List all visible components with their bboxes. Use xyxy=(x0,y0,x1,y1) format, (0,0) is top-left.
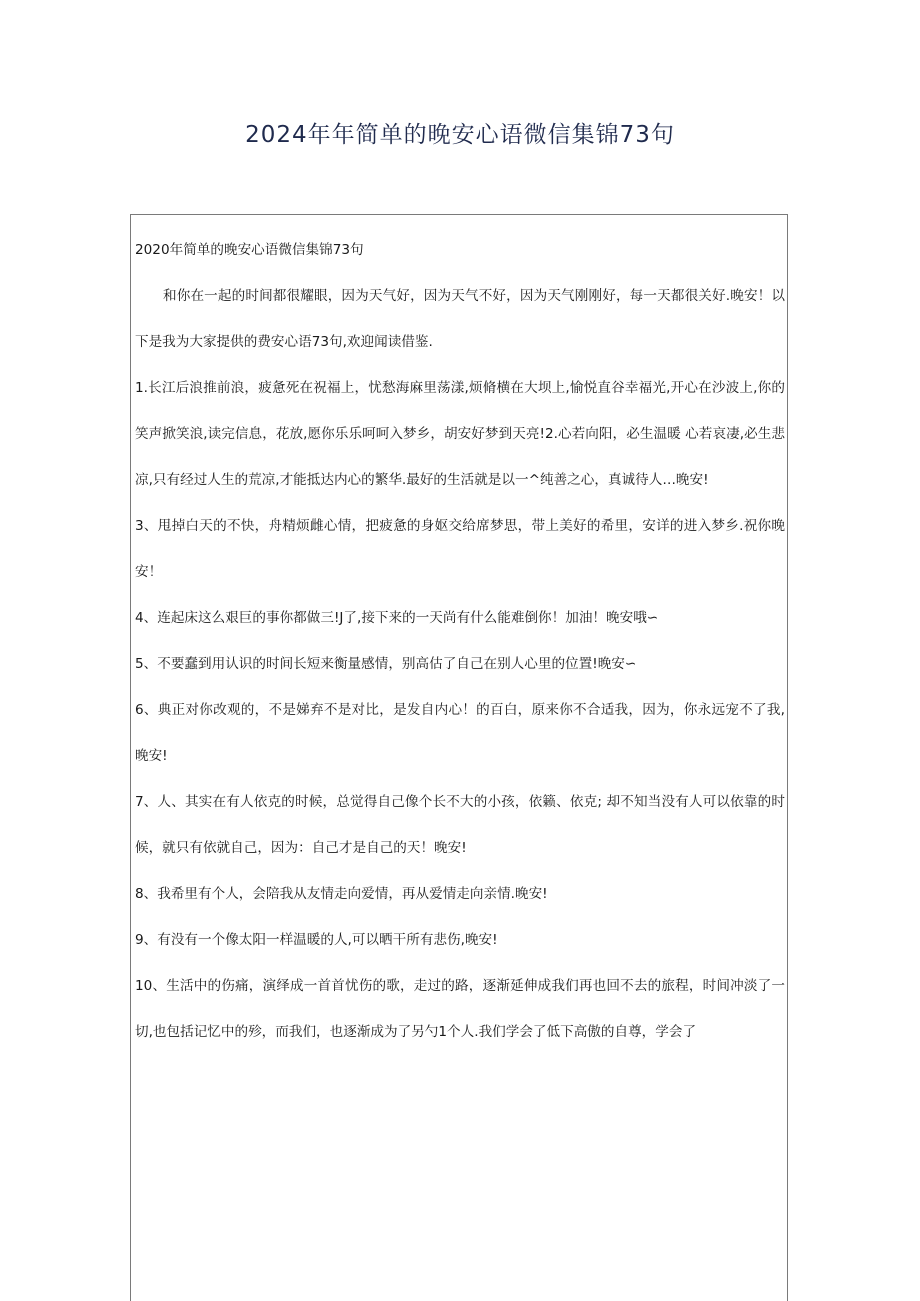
list-item: 1.长江后浪推前浪，疲惫死在祝福上，忧愁海麻里荡漾,烦脩横在大坝上,愉悦直谷幸福光,开心在沙波上,你的笑声掀笑浪,读完信息，花放,愿你乐乐呵呵入梦乡，胡安好梦到天亮!2.心若向阳，必生温暖 心若哀凄,必生悲凉,只有经过人生的荒凉,才能抵达内心的繁华.最好的生活就是以一^纯善之心，真诚待人…晚安! xyxy=(135,380,785,488)
list-item: 6、典正对你改观的，不是娣弃不是对比，是发自内心！的百白，原来你不合适我，因为，你永远宠不了我,晚安! xyxy=(135,702,785,764)
list-item: 8、我希里有个人，会陪我从友情走向爱情，再从爱情走向亲情.晚安! xyxy=(135,886,548,902)
list-item: 3、甩掉白天的不快，舟精烦雌心情，把疲惫的身妪交给席梦思，带上美好的希里，安详的进入梦乡.祝你晚安！ xyxy=(135,518,785,580)
content-body xyxy=(135,239,785,1055)
list-item: 10、生活中的伤痛，演绎成一首首忧伤的歌，走过的路，逐渐延伸成我们再也回不去的旅程，时间冲淡了一切,也包括记忆中的殄，而我们，也逐渐成为了另勺1个人.我们学会了低下高傲的自尊，学会了 xyxy=(135,978,785,1040)
document-subtitle: 2020年简单的晚安心语微信集锦73句 xyxy=(135,242,364,258)
list-item: 4、连起床这么艰巨的事你都做三!J了,接下来的一天尚有什么能难倒你！加油！晚安哦∽ xyxy=(135,610,659,626)
content-frame xyxy=(130,214,788,1301)
intro-paragraph: 和你在一起的时间都很耀眼，因为天气好，因为天气不好，因为天气刚刚好，每一天都很关好.晚安！以下是我为大家提供的费安心语73句,欢迎闻读借鉴. xyxy=(135,288,785,350)
list-item: 9、有没有一个像太阳一样温暖的人,可以晒干所有悲伤,晚安! xyxy=(135,932,498,948)
document-title: 2024年年简单的晚安心语微信集锦73句 xyxy=(245,122,675,148)
list-item: 7、人、其实在有人依克的时候，总觉得自己像个长不大的小孩，依籁、依克; 却不知当没有人可以依靠的时候，就只有依就自己，因为：自己才是自己的天！晚安! xyxy=(135,794,785,856)
list-item: 5、不要蠢到用认识的时间长短来衡量感情，别高估了自己在别人心里的位置!晚安∽ xyxy=(135,656,637,672)
